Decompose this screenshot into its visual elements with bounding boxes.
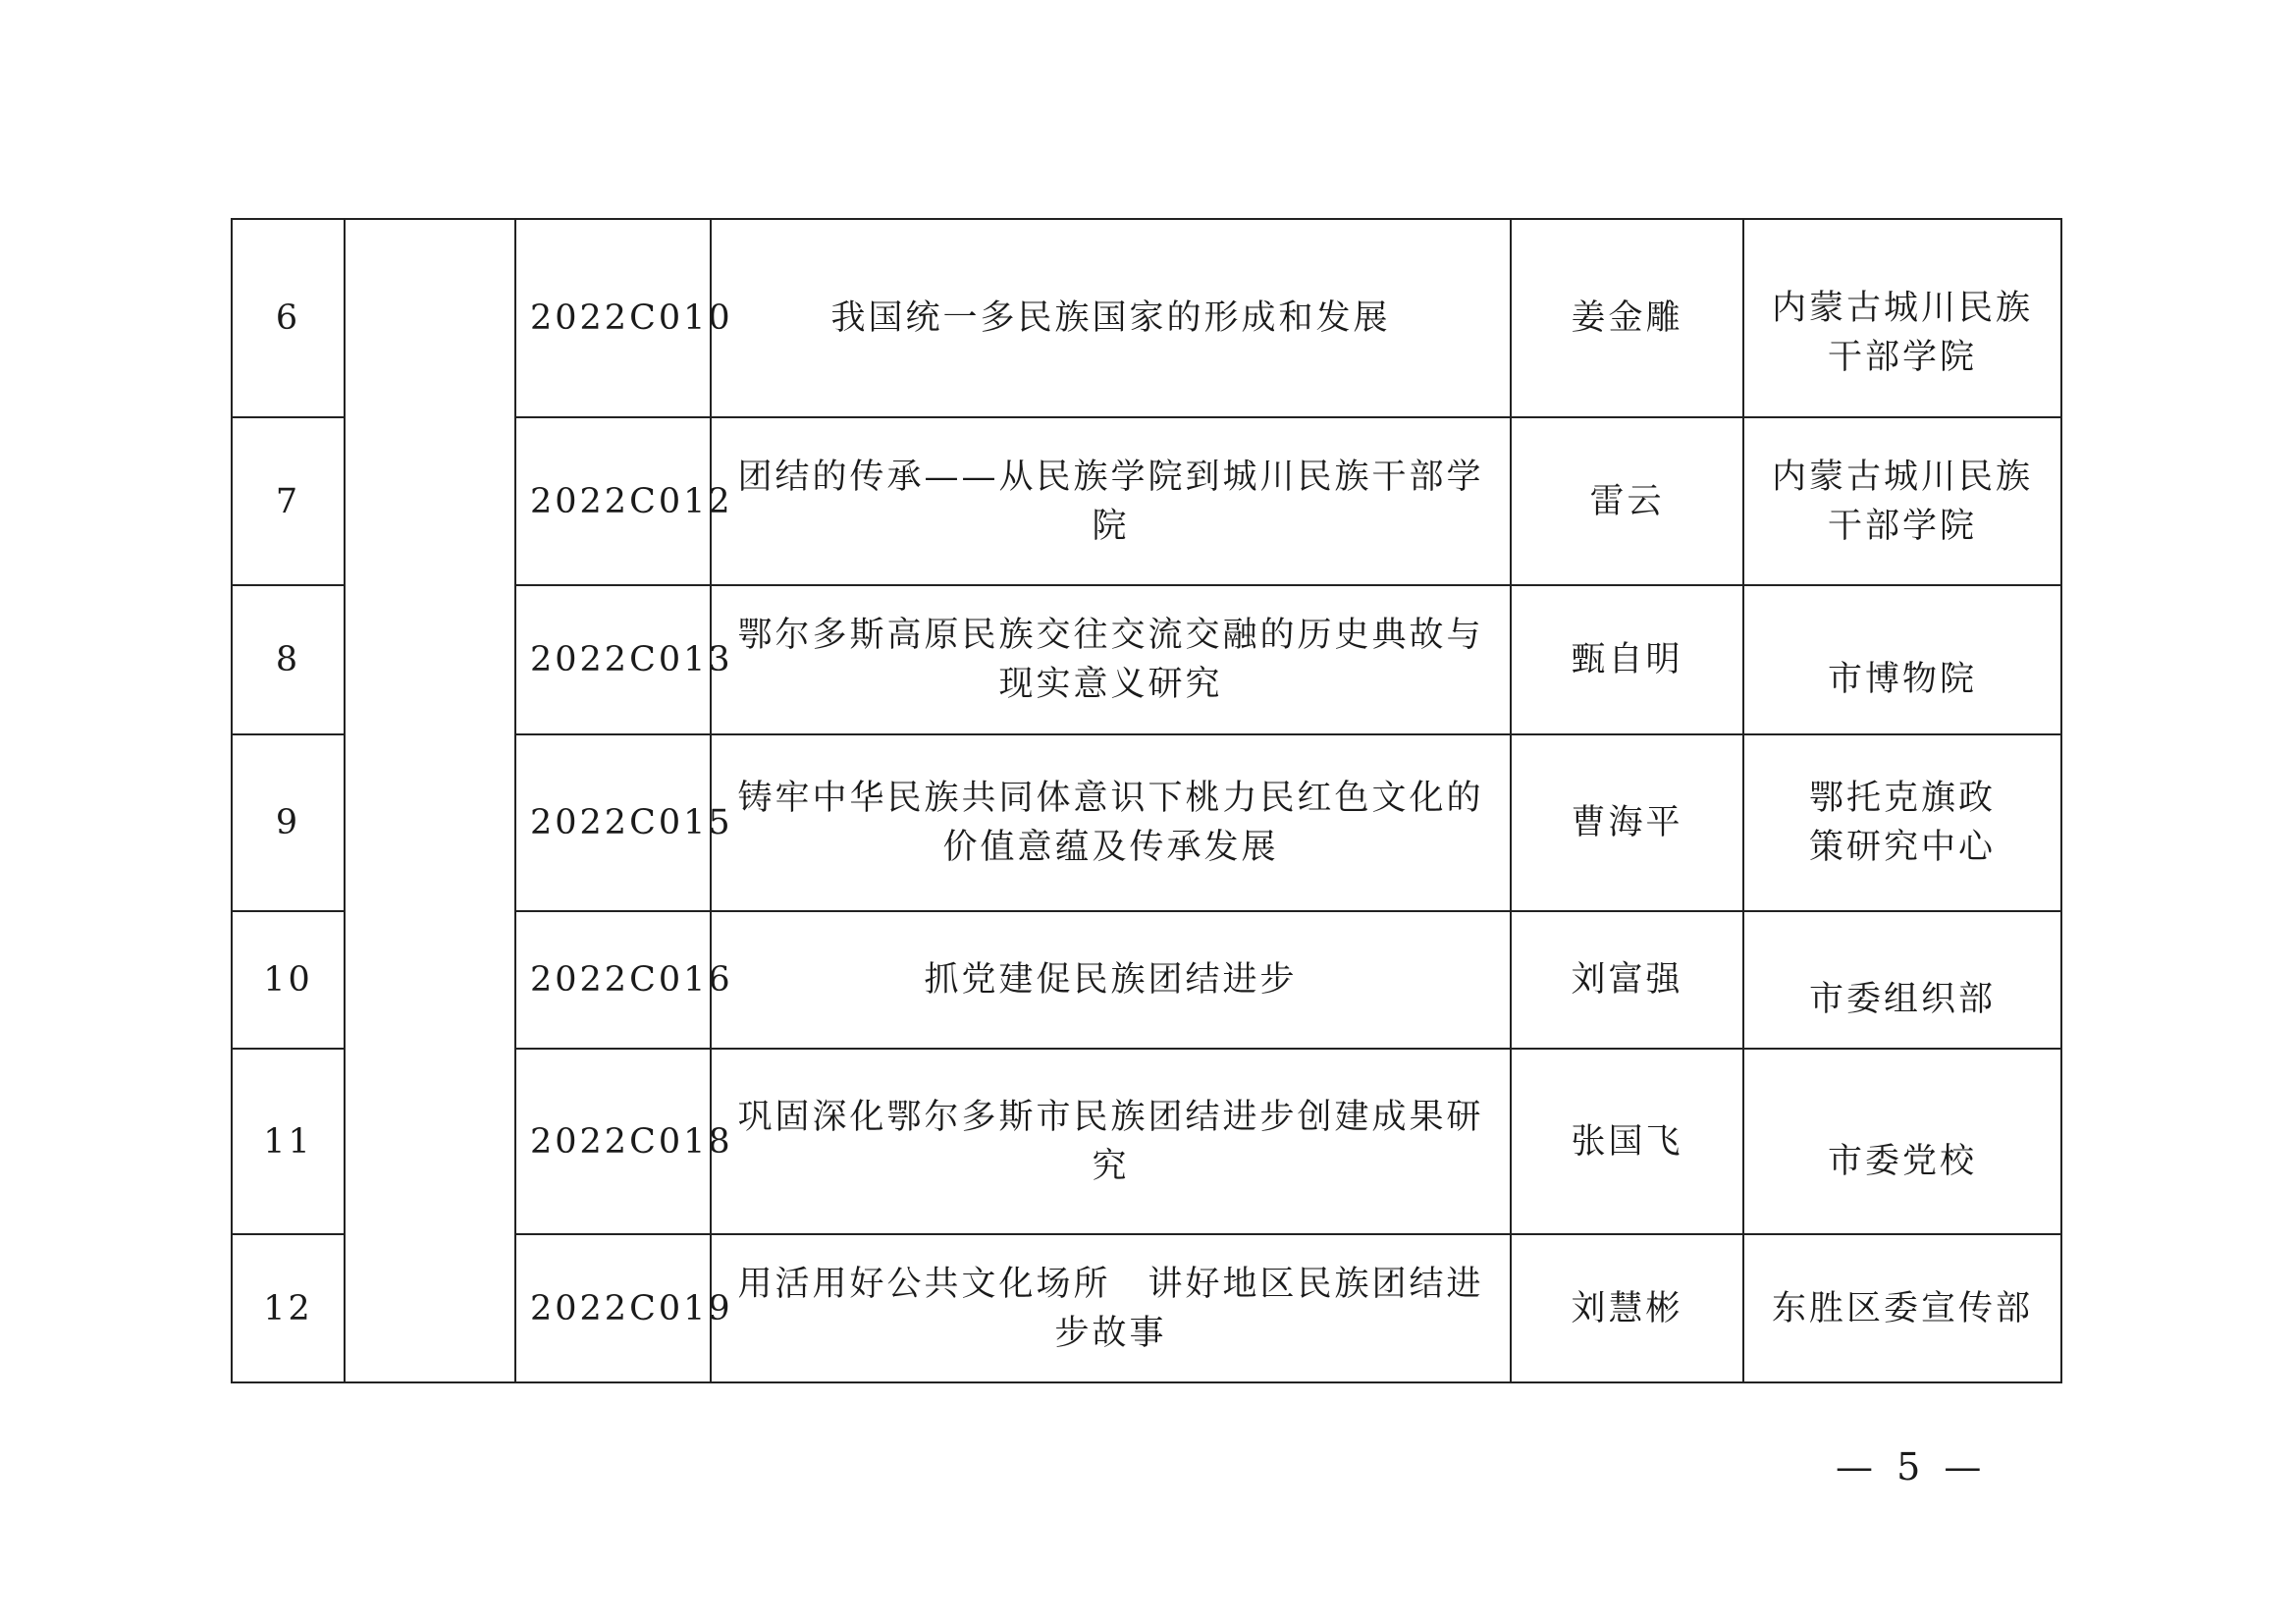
unit-text: 市博物院 bbox=[1827, 660, 1977, 699]
project-code: 2022C010 bbox=[515, 219, 711, 417]
project-code: 2022C012 bbox=[515, 417, 711, 585]
project-leader: 甄自明 bbox=[1511, 585, 1743, 734]
project-leader: 姜金雕 bbox=[1511, 219, 1743, 417]
project-leader: 雷云 bbox=[1511, 417, 1743, 585]
project-unit bbox=[1743, 585, 2061, 734]
project-unit bbox=[1743, 734, 2061, 911]
project-title: 我国统一多民族国家的形成和发展 bbox=[711, 219, 1511, 417]
project-code: 2022C018 bbox=[515, 1049, 711, 1234]
project-title: 铸牢中华民族共同体意识下桃力民红色文化的价值意蕴及传承发展 bbox=[711, 734, 1511, 911]
table-row bbox=[232, 219, 2061, 417]
project-code: 2022C016 bbox=[515, 911, 711, 1049]
project-code: 2022C019 bbox=[515, 1234, 711, 1382]
unit-text: 市委组织部 bbox=[1808, 980, 1996, 1019]
project-title: 巩固深化鄂尔多斯市民族团结进步创建成果研究 bbox=[711, 1049, 1511, 1234]
project-code: 2022C013 bbox=[515, 585, 711, 734]
row-number: 7 bbox=[232, 417, 345, 585]
project-title: 抓党建促民族团结进步 bbox=[711, 911, 1511, 1049]
row-number: 10 bbox=[232, 911, 345, 1049]
project-unit bbox=[1743, 219, 2061, 417]
project-title: 鄂尔多斯高原民族交往交流交融的历史典故与现实意义研究 bbox=[711, 585, 1511, 734]
unit-text: 鄂托克旗政策研究中心 bbox=[1808, 779, 1996, 867]
project-unit: 东胜区委宣传部 bbox=[1743, 1234, 2061, 1382]
row-number: 9 bbox=[232, 734, 345, 911]
project-unit bbox=[1743, 911, 2061, 1049]
page-number: — 5 — bbox=[1836, 1445, 1988, 1489]
project-leader: 刘富强 bbox=[1511, 911, 1743, 1049]
project-title bbox=[711, 417, 1511, 585]
project-unit bbox=[1743, 1049, 2061, 1234]
unit-text: 内蒙古城川民族干部学院 bbox=[1771, 289, 2033, 377]
title-text: 团结的传承——从民族学院到城川民族干部学院 bbox=[737, 457, 1484, 546]
project-title: 用活用好公共文化场所 讲好地区民族团结进步故事 bbox=[711, 1234, 1511, 1382]
project-table bbox=[231, 218, 2062, 1383]
row-number: 6 bbox=[232, 219, 345, 417]
row-number: 8 bbox=[232, 585, 345, 734]
unit-text: 内蒙古城川民族干部学院 bbox=[1771, 457, 2033, 546]
category-cell bbox=[345, 219, 515, 1382]
project-unit bbox=[1743, 417, 2061, 585]
project-leader: 曹海平 bbox=[1511, 734, 1743, 911]
project-leader: 刘慧彬 bbox=[1511, 1234, 1743, 1382]
row-number: 12 bbox=[232, 1234, 345, 1382]
unit-text: 市委党校 bbox=[1827, 1141, 1977, 1181]
row-number: 11 bbox=[232, 1049, 345, 1234]
project-leader: 张国飞 bbox=[1511, 1049, 1743, 1234]
project-code: 2022C015 bbox=[515, 734, 711, 911]
